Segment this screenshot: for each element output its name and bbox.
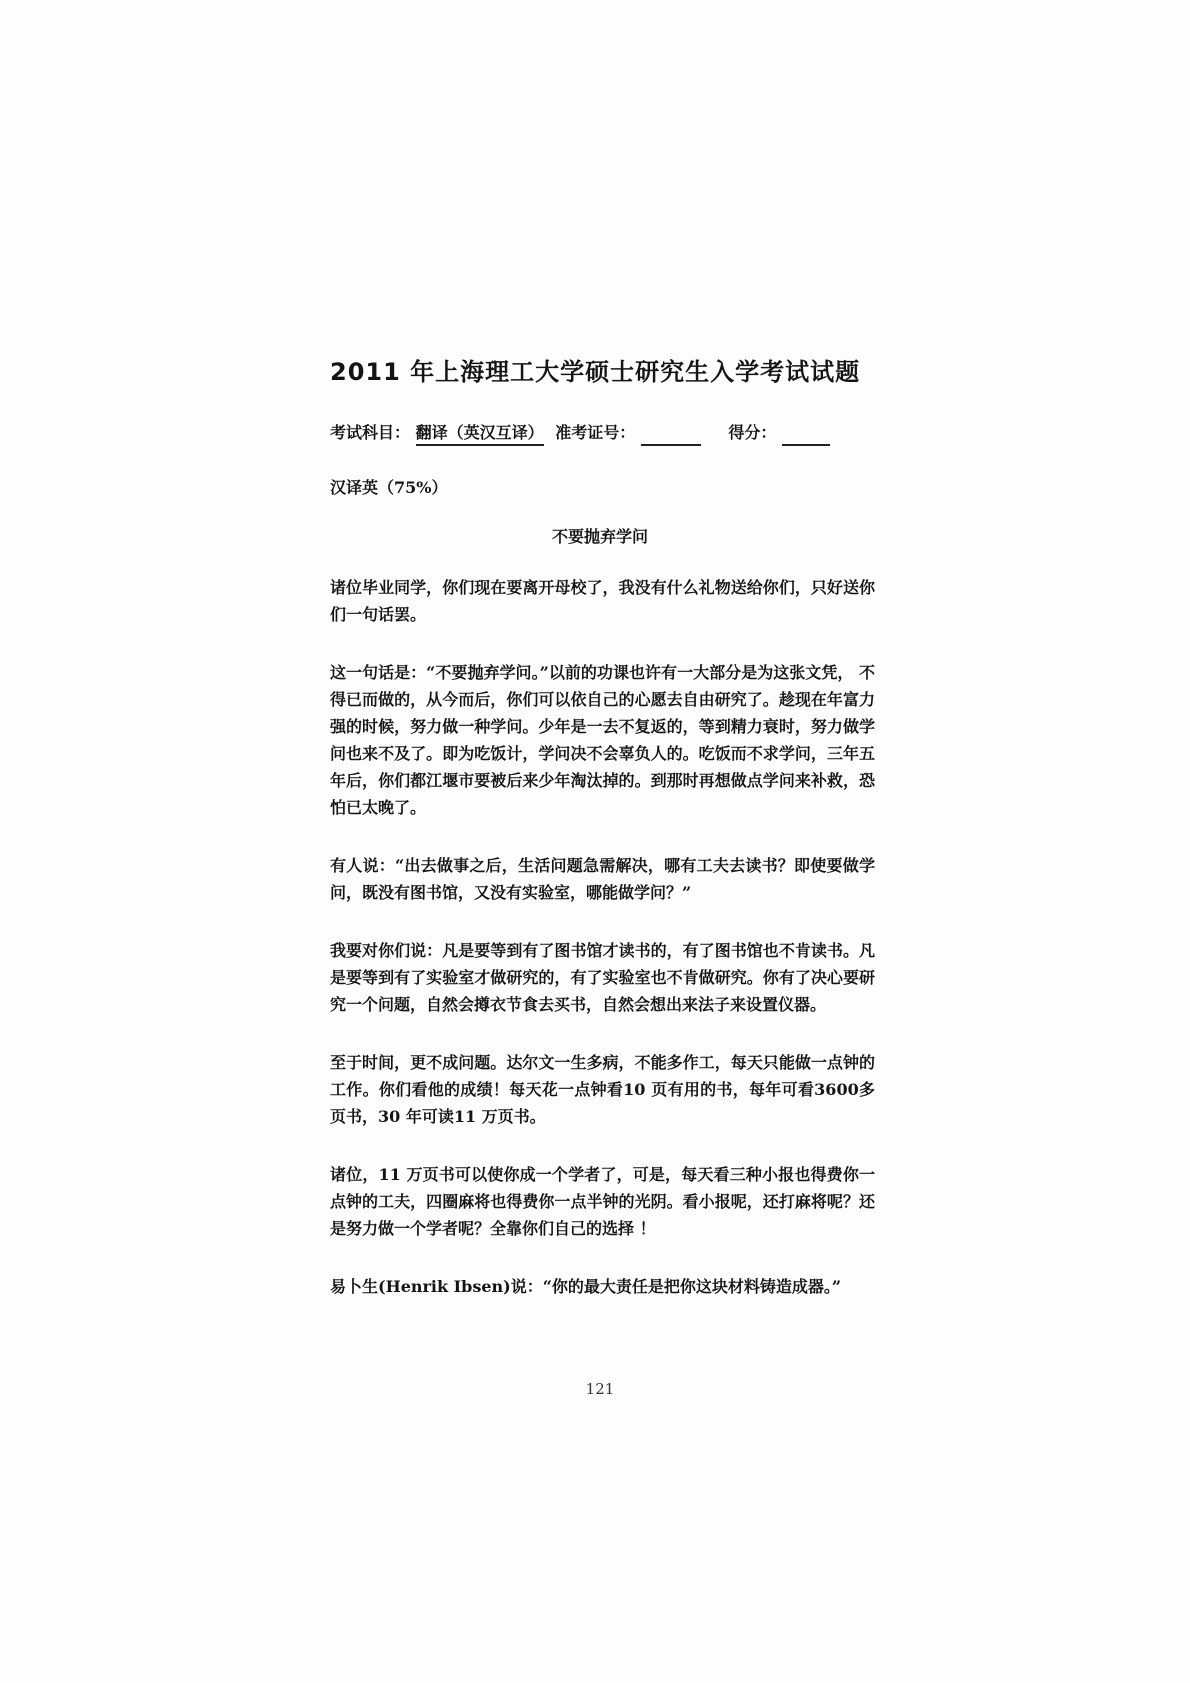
paragraph-7: 易卜生(Henrik Ibsen)说：“你的最大责任是把你这块材料铸造成器。” <box>330 1277 842 1296</box>
exam-title: 2011 年上海理工大学硕士研究生入学考试试题 <box>330 358 861 386</box>
id-blank-line <box>641 430 701 446</box>
article-title: 不要抛弃学问 <box>551 527 648 546</box>
id-label: 准考证号： <box>555 423 636 442</box>
exam-meta-line <box>330 420 870 446</box>
paragraph-3: 有人说：“出去做事之后，生活问题急需解决，哪有工夫去读书？即使要做学问，既没有图书馆，又没有实验室，哪能做学问？” <box>330 856 875 902</box>
section-heading: 汉译英（75%） <box>330 478 448 497</box>
paragraph-2: 这一句话是：“不要抛弃学问。”以前的功课也许有一大部分是为这张文凭， 不得已而做的，从今而后，你们可以依自己的心愿去自由研究了。趁现在年富力强的时候，努力做一种学问。少年是一去不复返的，等到精力衰时，努力做学问也来不及了。即为吃饭计，学问决不会辜负人的。吃饭而不求学问，三年五年后，你们都江堰市要被后来少年淘汰掉的。到那时再想做点学问来补救，恐怕已太晚了。 <box>330 663 875 817</box>
paragraph-6: 诸位，11 万页书可以使你成一个学者了，可是，每天看三种小报也得费你一点钟的工夫，四圈麻将也得费你一点半钟的光阴。看小报呢，还打麻将呢？还是努力做一个学者呢？全靠你们自己的选择 ！ <box>330 1165 875 1238</box>
page-number: 121 <box>585 1380 615 1398</box>
subject-label: 考试科目： <box>330 423 411 442</box>
subject-value: 翻译（英汉互译） <box>416 420 544 446</box>
article-body <box>330 574 875 1331</box>
paragraph-4: 我要对你们说：凡是要等到有了图书馆才读书的，有了图书馆也不肯读书。凡是要等到有了实验室才做研究的，有了实验室也不肯做研究。你有了决心要研究一个问题，自然会撙衣节食去买书，自然会想出来法子来设置仪器。 <box>330 941 875 1014</box>
score-blank-line <box>782 430 830 446</box>
paragraph-5: 至于时间，更不成问题。达尔文一生多病，不能多作工，每天只能做一点钟的工作。你们看他的成绩！每天花一点钟看10 页有用的书，每年可看3600多页书，30 年可读11 万页书。 <box>330 1053 875 1126</box>
score-label: 得分： <box>728 423 777 442</box>
paragraph-1: 诸位毕业同学，你们现在要离开母校了，我没有什么礼物送给你们，只好送你们一句话罢。 <box>330 578 875 624</box>
